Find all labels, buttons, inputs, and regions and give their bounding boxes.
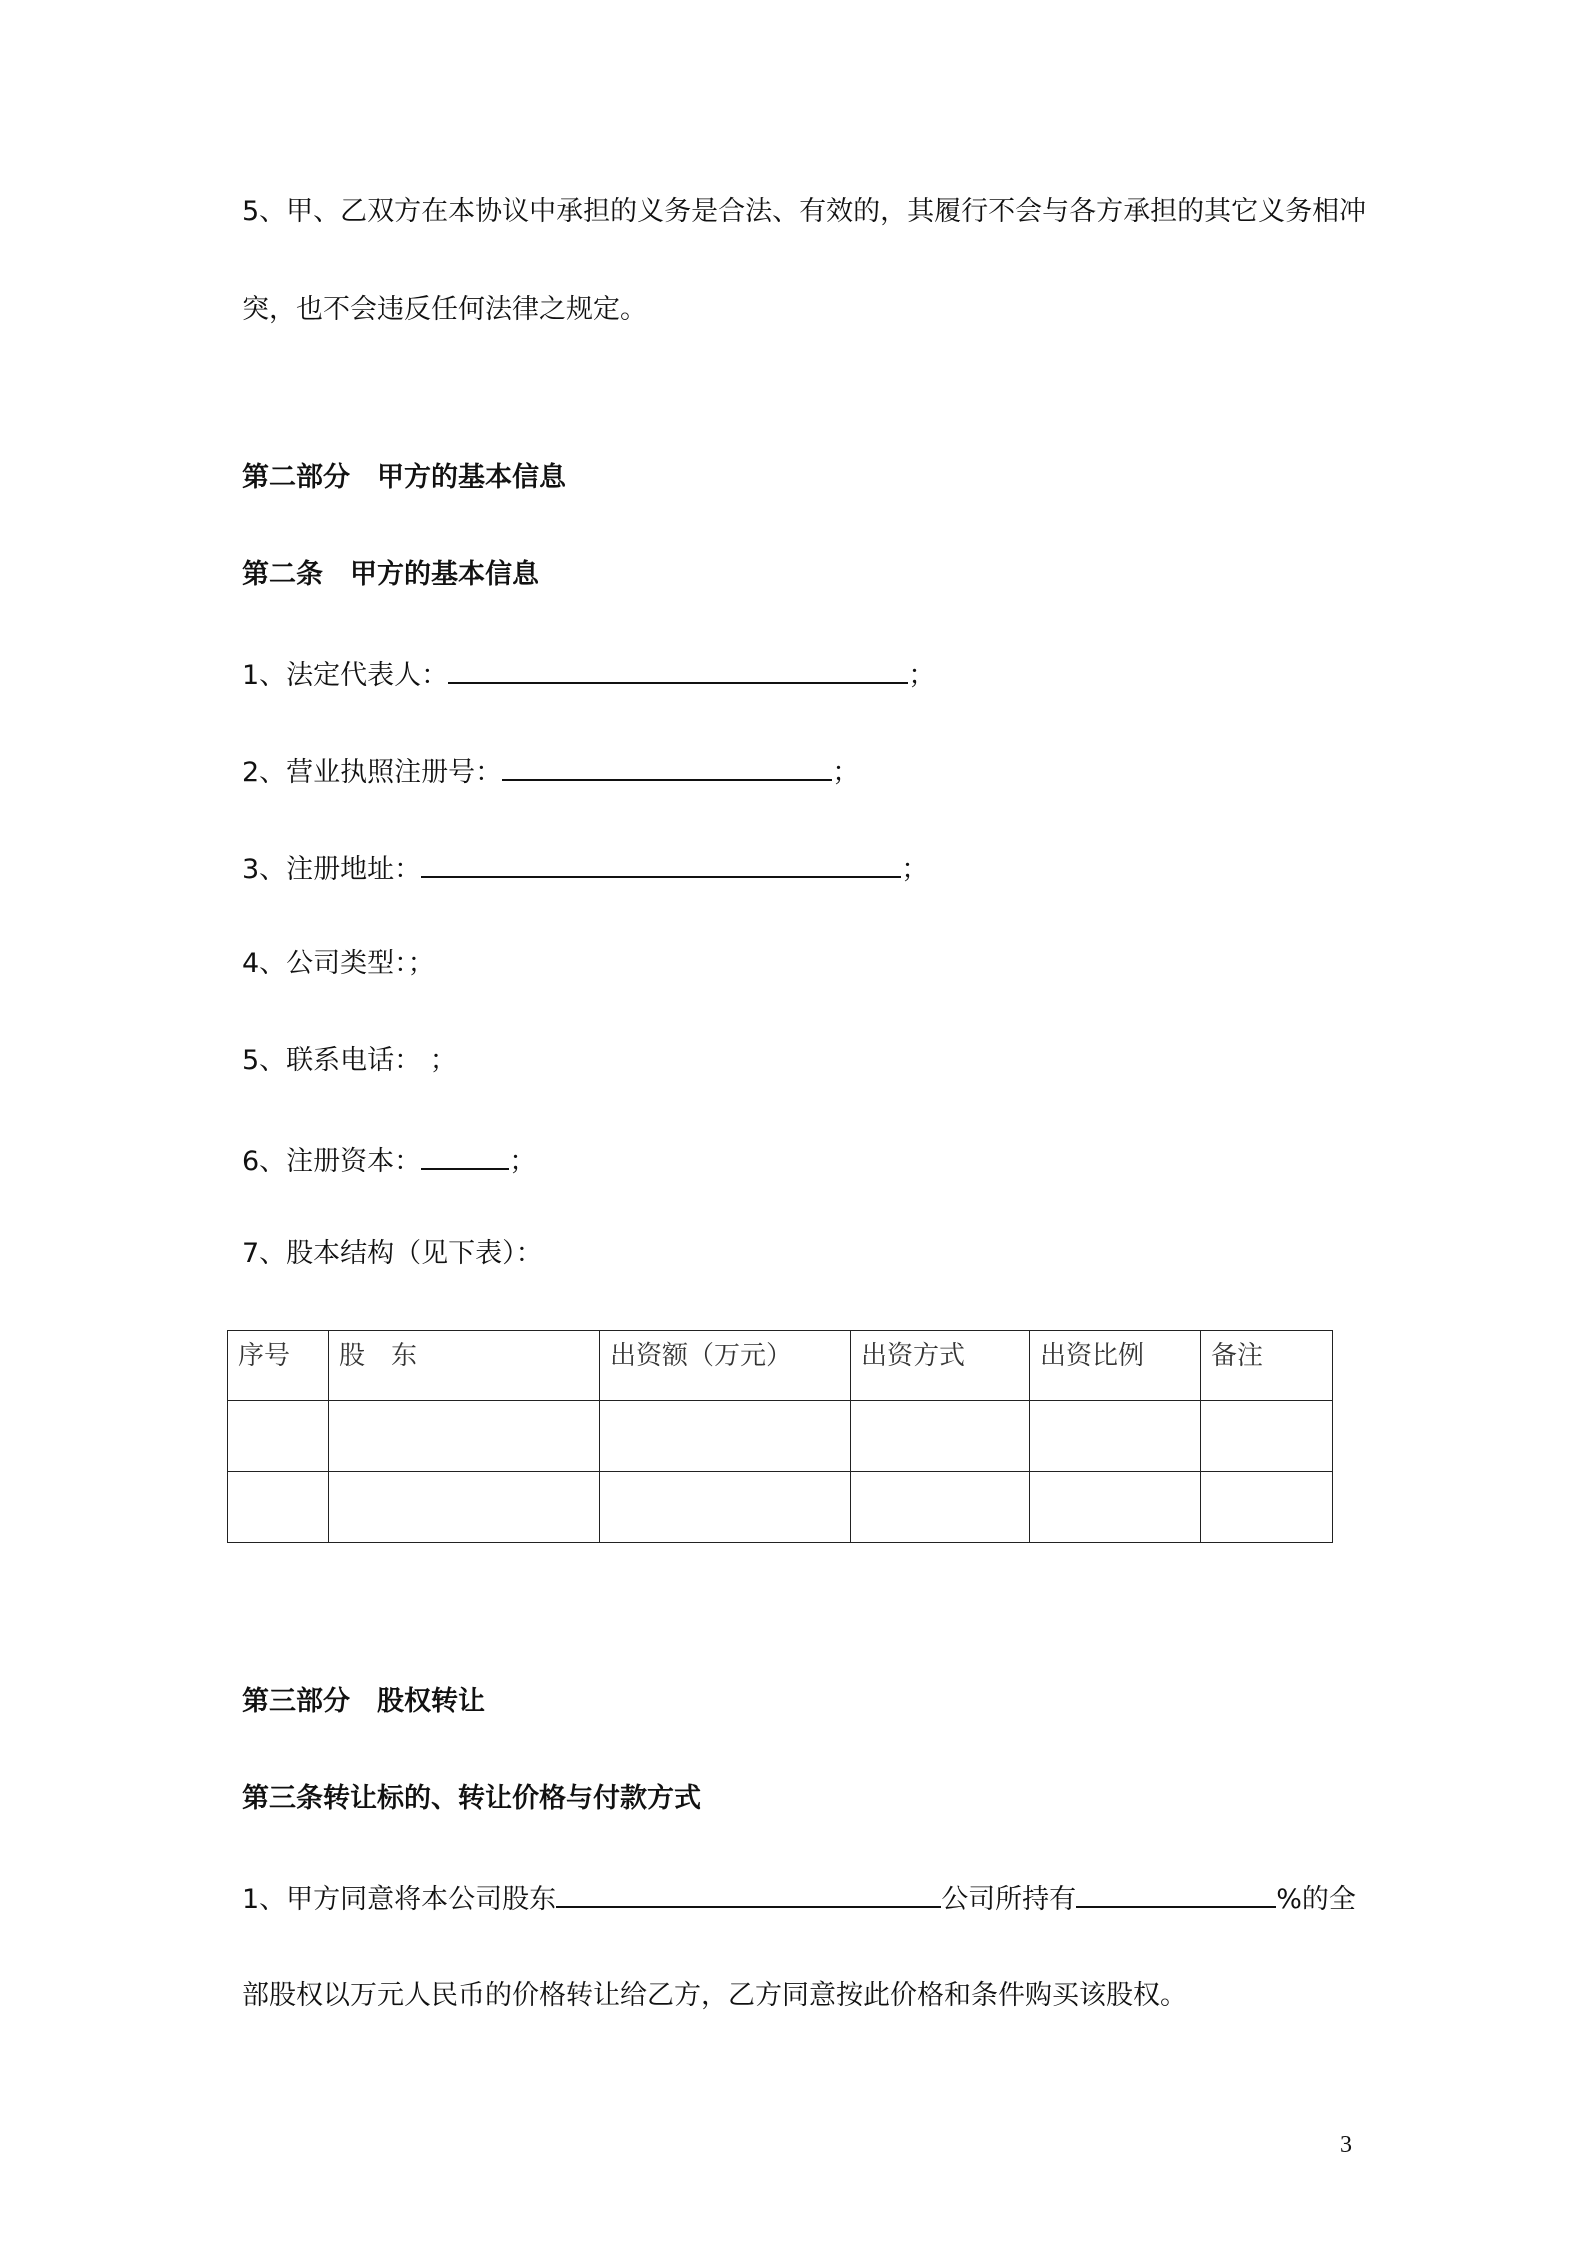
item-label: 6、注册资本： <box>242 1146 422 1177</box>
article-3-heading: 第三条转让标的、转让价格与付款方式 <box>242 1783 701 1814</box>
item-contact-phone: 5、联系电话： ； <box>242 1045 457 1076</box>
table-header-row <box>228 1331 1333 1401</box>
blank-field <box>502 753 832 781</box>
blank-field <box>556 1880 941 1908</box>
item-label: 3、注册地址： <box>242 854 422 885</box>
item-suffix: ； <box>832 757 860 788</box>
blank-field <box>448 656 908 684</box>
item-legal-representative <box>242 656 935 694</box>
item-suffix: ； <box>908 660 936 691</box>
table-cell <box>600 1472 851 1543</box>
item-registered-capital <box>242 1142 536 1180</box>
item-suffix: ； <box>901 854 929 885</box>
table-cell <box>1201 1472 1333 1543</box>
table-cell <box>1201 1401 1333 1472</box>
item-registered-address <box>242 850 928 888</box>
table-header-cell: 出资额（万元） <box>600 1331 851 1401</box>
part-2-heading: 第二部分 甲方的基本信息 <box>242 462 566 493</box>
table-cell <box>851 1401 1030 1472</box>
table-row <box>228 1472 1333 1543</box>
clause-text: 公司所持有 <box>941 1884 1077 1915</box>
page-number: 3 <box>1340 2132 1352 2158</box>
clause-text: 1、甲方同意将本公司股东 <box>242 1884 557 1915</box>
item-business-license <box>242 753 859 791</box>
table-header-cell: 序号 <box>228 1331 329 1401</box>
table-header-cell: 股 东 <box>329 1331 600 1401</box>
table-cell <box>228 1401 329 1472</box>
table-cell <box>1030 1401 1201 1472</box>
clause-text: %的全 <box>1276 1884 1356 1915</box>
table-cell <box>1030 1472 1201 1543</box>
table-cell <box>228 1472 329 1543</box>
table-row <box>228 1401 1333 1472</box>
blank-field <box>421 1142 509 1170</box>
transfer-clause-line-1 <box>242 1880 1356 1918</box>
paragraph-5-line-1: 5、甲、乙双方在本协议中承担的义务是合法、有效的，其履行不会与各方承担的其它义务相冲 <box>242 196 1367 227</box>
table-cell <box>851 1472 1030 1543</box>
table-header-cell: 出资比例 <box>1030 1331 1201 1401</box>
item-label: 2、营业执照注册号： <box>242 757 503 788</box>
item-suffix: ； <box>509 1146 537 1177</box>
item-label: 1、法定代表人： <box>242 660 449 691</box>
table-header-cell: 出资方式 <box>851 1331 1030 1401</box>
paragraph-5-line-2: 突，也不会违反任何法律之规定。 <box>242 294 647 325</box>
table-cell <box>329 1401 600 1472</box>
blank-field <box>1076 1880 1276 1908</box>
share-structure-table <box>227 1330 1333 1543</box>
blank-field <box>421 850 901 878</box>
table-header-cell: 备注 <box>1201 1331 1333 1401</box>
table-cell <box>329 1472 600 1543</box>
part-3-heading: 第三部分 股权转让 <box>242 1686 485 1717</box>
article-2-heading: 第二条 甲方的基本信息 <box>242 559 539 590</box>
item-company-type: 4、公司类型：； <box>242 948 435 979</box>
transfer-clause-line-2: 部股权以万元人民币的价格转让给乙方，乙方同意按此价格和条件购买该股权。 <box>242 1980 1187 2011</box>
item-share-structure: 7、股本结构（见下表）： <box>242 1238 543 1269</box>
table-cell <box>600 1401 851 1472</box>
